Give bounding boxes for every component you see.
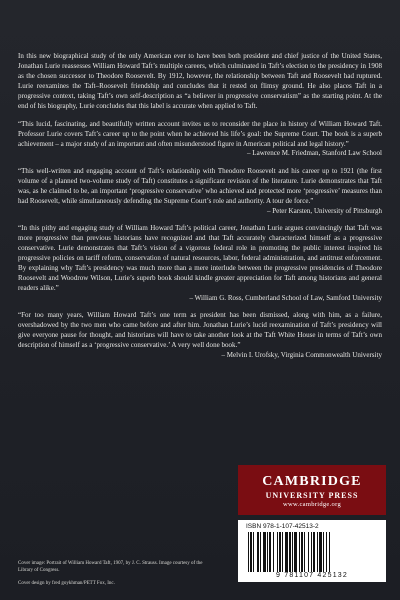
review-attribution: – Lawrence M. Friedman, Stanford Law School <box>247 149 382 158</box>
barcode-bar <box>260 532 261 572</box>
barcode-bar <box>311 532 312 572</box>
barcode-bar <box>253 532 254 572</box>
review-text: “This well-written and engaging account of Taft’s relationship with Theodore Roosevelt and his career up to 1921 (the first volume of a planned two-volume study of Taft) constitutes a significant revision of the literature. Lurie demonstrates that Taft was, as he claimed to be, an important ‘progressive conservative’ who achieved and protected more ‘progressive’ measures than had Roosevelt, while simultaneously defending the Supreme Court’s role and authority. A tour de force.” <box>18 166 382 205</box>
book-blurb: In this new biographical study of the only American ever to have been both president and chief justice of the United States, Jonathan Lurie reassesses William Howard Taft’s multiple careers, which culminated in Taft’s election to the presidency in 1908 as the chosen successor to Theodore Roosevelt. By 1912, however, the relationship between Taft and Roosevelt had ruptured. Lurie reexamines the Taft–Roosevelt friendship and concludes that it rested on flimsy ground. He also places Taft in a progressive context, taking Taft’s own self-description as “a believer in progressive conservatism” as the starting point. At the end of his biography, Lurie concludes that this label is accurate when applied to Taft. <box>18 52 382 110</box>
review-attribution: – Peter Karsten, University of Pittsburgh <box>266 206 382 215</box>
barcode-bar <box>326 532 327 572</box>
cover-image-credit: Cover image: Portrait of William Howard Taft, 1907, by J. C. Strauss. Image courtesy of the Library of Congress. <box>18 561 203 574</box>
barcode-bar <box>313 532 315 572</box>
review-text: “In this pithy and engaging study of William Howard Taft’s political career, Jonathan Lurie argues convincingly that Taft was more progressive than previous historians have recognized and that Taft accurately characterized himself as a progressive conservative. Lurie demonstrates that Taft’s vision of a vigorous federal role in promoting the public interest inspired his progressive policies on tariff reform, conservation of natural resources, labor, federal administration, and antitrust enforcement. By explaining why Taft’s presidency was much more than a mere interlude between the progressive presidencies of Theodore Roosevelt and Woodrow Wilson, Lurie’s superb book should kindle greater appreciation for Taft among historians and general readers alike.” <box>18 224 382 292</box>
review-attribution: – William G. Ross, Cumberland School of Law, Samford University <box>189 293 382 302</box>
barcode-bar <box>329 532 330 572</box>
review-attribution: – Melvin I. Urofsky, Virginia Commonwealth University <box>221 350 382 359</box>
barcode-bar <box>304 532 305 572</box>
isbn-number: ISBN 978-1-107-42513-2 <box>246 523 319 530</box>
barcode-bar <box>269 532 271 572</box>
barcode-digits: 9 781107 425132 <box>276 572 348 579</box>
cover-design-credit: Cover design by fred goykhman/PETT Fox, Inc. <box>18 580 115 586</box>
barcode-bars <box>246 532 378 572</box>
publisher-name: CAMBRIDGE <box>262 474 362 489</box>
review-karsten <box>18 167 382 216</box>
barcode-bar <box>248 532 249 572</box>
barcode-bar <box>257 532 259 572</box>
review-text: “For too many years, William Howard Taft’s one term as president has been dismissed, along with him, as a failure, overshadowed by the two men who came before and after him. Jonathan Lurie’s lucid reexamination of Taft’s presidency will give everyone pause for thought, and historians will have to take another look at the Taft White House in terms of Taft’s own description of himself as a ‘progressive conservative.’ A very well done book.” <box>18 311 382 349</box>
review-text: “This lucid, fascinating, and beautifully written account invites us to reconsider the place in history of William Howard Taft. Professor Lurie covers Taft’s career up to the point when he achieved his life’s goal: the Supreme Court. The book is a superb achievement – a major study of an important and often misunderstood figure in American political and legal history.” <box>18 119 382 148</box>
barcode-bar <box>285 532 288 572</box>
back-cover-text <box>18 52 382 360</box>
barcode-bar <box>282 532 283 572</box>
barcode-bar <box>317 532 318 572</box>
barcode-bar <box>273 532 274 572</box>
publisher-url: www.cambridge.org <box>283 501 341 508</box>
barcode-bar <box>294 532 297 572</box>
publisher-logo <box>238 465 386 515</box>
barcode-bar <box>308 532 309 572</box>
barcode-bar <box>289 532 291 572</box>
barcode-bar <box>292 532 293 572</box>
cover-credits <box>18 560 218 587</box>
barcode-bar <box>319 532 322 572</box>
barcode-bar <box>301 532 303 572</box>
barcode-bar <box>277 532 278 572</box>
barcode-bar <box>250 532 252 572</box>
review-ross <box>18 224 382 303</box>
barcode-bar <box>323 532 324 572</box>
isbn-barcode <box>238 520 386 582</box>
barcode-bar <box>267 532 268 572</box>
review-urofsky <box>18 311 382 360</box>
publisher-subtitle: UNIVERSITY PRESS <box>265 491 359 500</box>
review-friedman <box>18 120 382 159</box>
barcode-bar <box>279 532 281 572</box>
barcode-bar <box>299 532 300 572</box>
barcode-bar <box>263 532 266 572</box>
